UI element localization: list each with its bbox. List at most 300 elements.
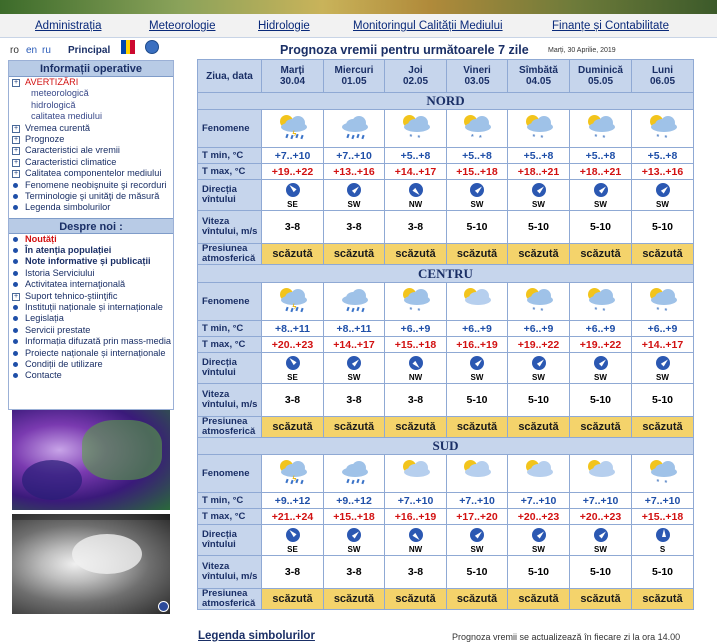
speed-cell: 3-8 [324,556,385,589]
sidebar-item[interactable] [9,348,173,359]
sidebar-item-label: Caracteristici ale vremii [25,145,120,156]
day-name: Marți [280,65,305,76]
weather-symbol-cell [262,283,324,321]
sidebar-item-label: Fenomene neobişnuite şi recorduri [25,179,167,190]
wind-direction-label: SW [347,545,361,554]
sidebar-item-label: Istoria Serviciului [25,267,95,278]
snow-flake: * [602,135,606,142]
row-label: Viteza vîntului, m/s [198,556,262,589]
day-header-cell [385,60,447,93]
bullet-icon [13,248,18,253]
pressure-cell: scăzută [262,589,324,610]
wind-direction-label: SW [347,200,361,209]
weather-symbol-cell [324,283,385,321]
weather-symbol-cell [570,283,632,321]
wind-direction-cell [632,525,694,556]
sidebar-item-label: Prognoze [25,133,65,144]
tmin-cell: +6..+9 [447,321,508,337]
tmin-cell: +8..+11 [324,321,385,337]
sidebar-item-label: Vremea curentă [25,122,91,133]
rain-drop [346,134,349,138]
wind-direction-label: SW [656,200,669,209]
region-title: SUD [198,438,694,455]
partly-cloudy-icon [523,113,555,141]
row-label: Direcția vîntului [198,180,262,211]
forecast-date: Marți, 30 Aprilie, 2019 [548,47,616,54]
cloud-shape [404,467,430,477]
pressure-cell: scăzută [508,589,570,610]
expand-plus-icon[interactable]: + [13,158,19,166]
rain-drop [351,480,354,484]
forecast-title: Prognoza vremii pentru următoarele 7 zile [280,43,529,57]
sidebar-item[interactable] [9,325,173,336]
partly-cloudy-icon [400,113,432,141]
speed-cell: 5-10 [447,211,508,244]
row-label: T min, °C [198,493,262,509]
arrow-needle [536,358,544,366]
cloud-shape [589,467,615,477]
wind-arrow-icon [529,525,549,545]
rain-drop [351,135,354,139]
partly-cloudy-icon [647,113,679,141]
region-row [198,438,694,455]
wind-arrow-icon [283,180,303,200]
weather-symbol-cell [262,110,324,148]
rain-icon [338,286,370,314]
wind-direction-label: SW [594,200,607,209]
wind-arrow-icon [344,353,364,373]
sidebar-item[interactable] [9,245,173,256]
sidebar-item[interactable] [9,134,173,145]
bullet-icon [13,205,18,210]
lang-ro[interactable]: ro [10,45,19,56]
snow-flake: * [417,308,421,315]
wind-direction-label: NW [408,200,423,209]
expand-plus-icon[interactable]: + [13,124,19,132]
day-date: 02.05 [402,76,429,87]
sidebar-item[interactable] [9,111,173,122]
rain-icon [338,113,370,141]
top-navigation [0,14,717,38]
speed-cell: 5-10 [447,384,508,417]
cloud-shape [465,467,491,477]
pressure-cell: scăzută [447,589,508,610]
wind-direction-cell [447,353,508,384]
weather-symbol-cell [385,283,447,321]
tmin-cell: +7..+10 [324,148,385,164]
wind-direction-label: SE [287,373,298,382]
tmin-cell: +5..+8 [508,148,570,164]
update-note: Prognoza vremii se actualizează în fiecare zi la ora 14.00 [452,632,681,642]
arrow-needle [352,358,360,366]
wind-arrow-icon [406,525,426,545]
cloudy-sun-icon [523,458,555,486]
day-name: Joi [408,65,423,76]
cloudy-sun-icon [461,286,493,314]
bullet-icon [13,259,18,264]
rain-drop [351,308,354,312]
tmax-cell: +16..+19 [385,509,447,525]
sidebar-item[interactable] [9,256,173,267]
noaa-logo-icon [158,601,169,612]
forecast-row-pres [198,417,694,438]
wind-direction-cell [570,525,632,556]
about-us-list [9,234,173,382]
tmin-cell: +7..+10 [508,493,570,509]
sidebar-item[interactable] [9,302,173,313]
speed-cell: 3-8 [385,211,447,244]
sidebar-item[interactable] [9,157,173,168]
arrow-needle [536,530,544,538]
day-date: 04.05 [525,76,552,87]
sidebar-item[interactable] [9,123,173,134]
wind-direction-cell [324,525,385,556]
pressure-cell: scăzută [262,417,324,438]
nav-hidrologie[interactable]: Hidrologie [258,20,310,32]
snow-flake: * [532,134,536,141]
sidebar-item-label: Legenda simbolurilor [25,202,111,213]
region-title: NORD [198,93,694,110]
row-label: Fenomene [198,455,262,493]
sidebar-item[interactable] [9,88,173,99]
wind-direction-cell [385,353,447,384]
legend-link[interactable]: Legenda simbolurilor [198,630,315,642]
nav-meteorologie[interactable]: Meteorologie [149,20,216,32]
tmax-cell: +19..+22 [262,164,324,180]
tmax-cell: +20..+23 [570,509,632,525]
forecast-row-tmin [198,321,694,337]
row-label: Presiunea atmosferică [198,589,262,610]
wind-direction-cell [632,353,694,384]
forecast-row-dir [198,353,694,384]
day-name: Miercuri [334,65,374,76]
tmin-cell: +6..+9 [508,321,570,337]
partly-cloudy-icon [647,458,679,486]
expand-plus-icon[interactable]: + [13,170,19,178]
forecast-row-dir [198,180,694,211]
day-date: 06.05 [649,76,676,87]
tmin-cell: +7..+10 [632,493,694,509]
arrow-needle [412,533,420,541]
arrow-needle [288,184,296,192]
bullet-icon [13,237,18,242]
cloud-shape [589,122,615,132]
weather-symbol-cell [324,110,385,148]
wind-direction-label: SW [532,373,545,382]
expand-plus-icon[interactable]: + [13,292,19,300]
header-banner [0,0,717,14]
sidebar-item-label: AVERTIZĂRI [25,77,79,87]
snow-flake: * [656,134,660,141]
sidebar-item[interactable] [9,202,173,213]
snow-flake: * [479,135,482,142]
tmax-cell: +18..+21 [570,164,632,180]
day-date: 03.05 [464,76,490,87]
nav-administratia[interactable]: Administrația [35,20,102,32]
day-name: Vineri [463,65,491,76]
weather-symbol-cell [447,283,508,321]
speed-cell: 5-10 [447,556,508,589]
day-header-cell [262,60,324,93]
weather-symbol-cell [447,110,508,148]
snow-flake: * [664,135,668,142]
sidebar-item[interactable] [9,279,173,290]
rain-drop [285,479,288,483]
snow-flake: * [664,308,668,315]
wmo-logo-icon[interactable] [145,40,159,54]
wind-direction-label: SW [594,545,607,554]
cloud-shape [342,122,368,132]
pressure-cell: scăzută [385,417,447,438]
row-label: Presiunea atmosferică [198,244,262,265]
pressure-cell: scăzută [570,589,632,610]
sidebar-item[interactable] [9,180,173,191]
tmin-cell: +9..+12 [262,493,324,509]
wind-arrow-icon [467,180,487,200]
satellite-caption-strip [12,514,170,520]
wind-direction-label: SW [470,545,484,554]
row-label: Viteza vîntului, m/s [198,211,262,244]
rain-drop [300,308,303,312]
lang-en[interactable]: en [26,45,38,56]
weather-symbol-cell [632,283,694,321]
wind-direction-cell [447,525,508,556]
arrow-needle [475,358,483,366]
wind-arrow-icon [653,353,673,373]
speed-cell: 3-8 [262,556,324,589]
sidebar-item[interactable] [9,168,173,179]
arrow-needle [412,188,420,196]
wind-arrow-icon [591,353,611,373]
forecast-table [197,59,694,610]
bullet-icon [13,362,18,367]
wind-direction-cell [262,180,324,211]
pressure-cell: scăzută [632,417,694,438]
weather-symbol-cell [447,455,508,493]
arrow-needle [660,358,668,366]
wind-direction-label: SW [532,545,545,554]
sidebar-item[interactable] [9,313,173,324]
arrow-needle [660,185,668,193]
nav-finante[interactable]: Finanțe și Contabilitate [552,20,669,32]
day-header-cell [508,60,570,93]
sidebar-item-label: În atenția populației [25,245,112,256]
day-name: Duminică [577,65,623,76]
day-date: 05.05 [587,76,614,87]
weather-symbol-cell [324,455,385,493]
sidebar-item-label: calitatea mediului [31,111,102,122]
rain-drop [356,479,359,483]
tmin-cell: +6..+9 [632,321,694,337]
wind-direction-cell [447,180,508,211]
cloudy-sun-icon [585,458,617,486]
rain-drop [346,479,349,483]
sidebar-item-label: Proiecte naționale și internaționale [25,347,166,358]
weather-symbol-cell [508,455,570,493]
speed-cell: 5-10 [570,384,632,417]
arrow-needle [352,530,360,538]
forecast-row-pres [198,244,694,265]
bullet-icon [13,271,18,276]
tmin-cell: +5..+8 [632,148,694,164]
wind-arrow-icon [591,525,611,545]
speed-cell: 3-8 [324,211,385,244]
cloudy-sun-icon [400,458,432,486]
expand-plus-icon[interactable]: + [13,147,19,155]
wind-direction-cell [632,180,694,211]
forecast-row-icons [198,455,694,493]
speed-cell: 5-10 [570,211,632,244]
weather-symbol-cell [570,455,632,493]
wind-direction-label: NW [408,545,423,554]
speed-cell: 3-8 [385,556,447,589]
wind-arrow-icon [406,353,426,373]
forecast-row-tmax [198,509,694,525]
wind-direction-cell [570,353,632,384]
sidebar-item[interactable] [9,336,173,347]
about-us-header: Despre noi : [9,218,173,234]
weather-symbol-cell [570,110,632,148]
rain-drop [361,308,364,312]
pressure-cell: scăzută [632,244,694,265]
sidebar-item-label: Calitatea componentelor mediului [25,168,162,179]
tmax-cell: +19..+22 [570,337,632,353]
pressure-cell: scăzută [324,244,385,265]
sidebar-item[interactable] [9,234,173,245]
sidebar-item-label: Servicii prestate [25,324,91,335]
sidebar-item-label: Suport tehnico-ştiinţific [25,290,118,301]
wind-arrow-icon [656,528,670,542]
pressure-cell: scăzută [385,244,447,265]
sidebar-item[interactable] [9,370,173,381]
tmax-cell: +14..+17 [385,164,447,180]
snow-flake: * [532,307,536,314]
wind-direction-cell [570,180,632,211]
pressure-cell: scăzută [324,589,385,610]
partly-cloudy-icon [585,286,617,314]
arrow-needle [475,530,483,538]
partly-cloudy-icon [647,286,679,314]
wind-arrow-icon [529,353,549,373]
tmin-cell: +5..+8 [570,148,632,164]
rain-drop [300,135,303,139]
bullet-icon [13,282,18,287]
speed-cell: 5-10 [508,556,570,589]
wind-direction-cell [262,525,324,556]
sidebar-item-label: Legislația [25,313,64,324]
speed-cell: 3-8 [262,211,324,244]
sidebar-item-label: Noutăți [25,233,57,244]
arrow-needle [598,185,606,193]
snow-flake: * [417,135,421,142]
tmax-cell: +15..+18 [385,337,447,353]
wind-direction-cell [508,180,570,211]
bullet-icon [13,339,18,344]
pressure-cell: scăzută [508,244,570,265]
arrow-needle [662,529,666,537]
expand-plus-icon[interactable]: + [13,135,19,143]
wind-direction-cell [508,353,570,384]
day-header-row [198,60,694,93]
cloudy-sun-icon [461,458,493,486]
rain-drop [285,307,288,311]
forecast-row-icons [198,110,694,148]
row-label: T min, °C [198,321,262,337]
tmax-cell: +13..+16 [632,164,694,180]
day-date: 30.04 [279,76,306,87]
bullet-icon [13,316,18,321]
moldova-flag-icon [121,40,135,54]
wind-arrow-icon [283,525,303,545]
wind-direction-label: SE [287,200,298,209]
forecast-row-tmin [198,148,694,164]
sidebar-item[interactable] [9,268,173,279]
wind-direction-label: S [659,545,666,554]
rain-storm-icon [277,286,309,314]
rain-storm-icon [277,113,309,141]
sidebar-item[interactable] [9,191,173,202]
bullet-icon [13,305,18,310]
sidebar-item[interactable] [9,77,173,88]
weather-symbol-cell [632,110,694,148]
tmin-cell: +9..+12 [324,493,385,509]
forecast-row-pres [198,589,694,610]
cloud-shape [527,295,553,305]
partly-cloudy-icon [523,286,555,314]
tmin-cell: +5..+8 [385,148,447,164]
cloud-shape [342,467,368,477]
row-label: T max, °C [198,164,262,180]
sidebar-item[interactable] [9,100,173,111]
nav-monitoringul[interactable]: Monitoringul Calității Mediului [353,20,503,32]
sidebar-item[interactable] [9,145,173,156]
satellite-image-color[interactable] [12,410,170,510]
sidebar-item[interactable] [9,359,173,370]
wind-arrow-icon [283,353,303,373]
forecast-row-speed [198,556,694,589]
cloud-shape [589,295,615,305]
region-row [198,93,694,110]
expand-plus-icon[interactable]: + [13,79,19,86]
forecast-row-icons [198,283,694,321]
tmax-cell: +14..+17 [632,337,694,353]
wind-direction-cell [324,353,385,384]
row-label: T max, °C [198,337,262,353]
satellite-image-grayscale[interactable] [12,514,170,614]
snow-flake: * [594,134,598,141]
speed-cell: 3-8 [324,384,385,417]
lang-ru[interactable]: ru [42,45,51,56]
forecast-row-tmin [198,493,694,509]
day-name: Sîmbătă [519,65,558,76]
tmin-cell: +7..+10 [385,493,447,509]
partly-cloudy-icon [400,286,432,314]
pressure-cell: scăzută [632,589,694,610]
forecast-row-speed [198,384,694,417]
row-label: T min, °C [198,148,262,164]
speed-cell: 3-8 [385,384,447,417]
partly-cloudy-icon [585,113,617,141]
wind-arrow-icon [467,353,487,373]
principal-link[interactable]: Principal [68,45,111,56]
sidebar-item-label: Terminologie şi unităţi de măsură [25,190,160,201]
cloud-shape [651,122,677,132]
sidebar-item[interactable] [9,291,173,302]
row-label: Fenomene [198,110,262,148]
rain-drop [285,134,288,138]
tmin-cell: +7..+10 [570,493,632,509]
wind-direction-cell [385,525,447,556]
